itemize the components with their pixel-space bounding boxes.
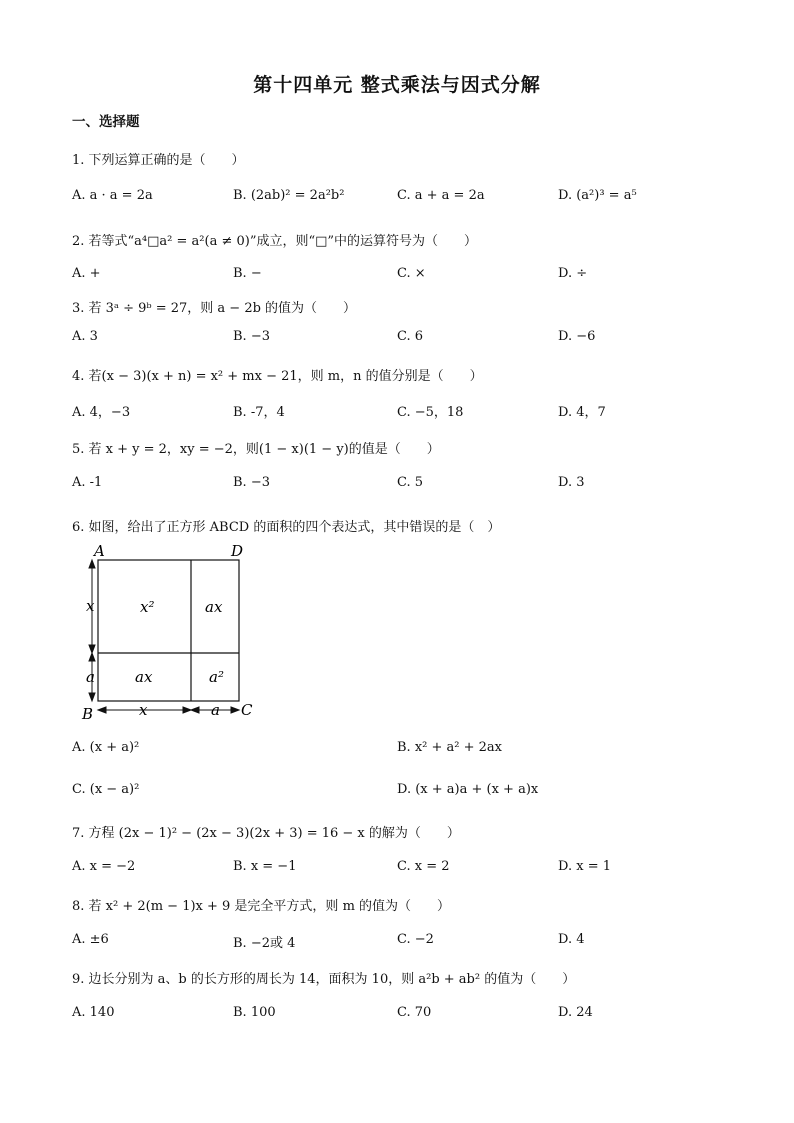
option-d[interactable]: D. x = 1 bbox=[558, 859, 611, 874]
question-2-stem: 2. 若等式“a⁴□a² = a²(a ≠ 0)”成立，则“□”中的运算符号为（ ） bbox=[72, 234, 478, 249]
question-9-options bbox=[72, 1005, 752, 1027]
option-a[interactable]: A. (x + a)² bbox=[72, 740, 140, 755]
question-4-options bbox=[72, 401, 752, 423]
option-c[interactable]: C. a + a = 2a bbox=[397, 188, 485, 203]
cell-x-squared: x² bbox=[140, 598, 155, 616]
side-label-a-left: a bbox=[86, 668, 95, 686]
section-title: 一、选择题 bbox=[72, 114, 140, 130]
question-7-stem: 7. 方程 (2x − 1)² − (2x − 3)(2x + 3) = 16 − x 的解为（ ） bbox=[72, 826, 460, 841]
option-d[interactable]: D. 4 bbox=[558, 932, 585, 947]
option-b[interactable]: B. -7，4 bbox=[233, 405, 285, 420]
corner-label-b: B bbox=[82, 705, 94, 723]
option-c[interactable]: C. × bbox=[397, 266, 426, 281]
option-c[interactable]: C. 6 bbox=[397, 329, 424, 344]
option-d[interactable]: D. 4，7 bbox=[558, 405, 606, 420]
cell-a-squared: a² bbox=[209, 668, 224, 686]
corner-label-d: D bbox=[231, 542, 244, 560]
option-b[interactable]: B. (2ab)² = 2a²b² bbox=[233, 188, 345, 203]
option-b[interactable]: B. −3 bbox=[233, 475, 270, 490]
option-c[interactable]: C. 5 bbox=[397, 475, 424, 490]
question-8-options bbox=[72, 932, 752, 954]
option-d[interactable]: D. (a²)³ = a⁵ bbox=[558, 188, 637, 203]
question-6-options-row1 bbox=[72, 740, 752, 762]
option-a[interactable]: A. -1 bbox=[72, 475, 103, 490]
option-c[interactable]: C. x = 2 bbox=[397, 859, 450, 874]
option-a[interactable]: A. 3 bbox=[72, 329, 98, 344]
question-3-options bbox=[72, 329, 752, 351]
question-5-stem: 5. 若 x + y = 2，xy = −2，则(1 − x)(1 − y)的值是（ ） bbox=[72, 442, 440, 457]
option-c[interactable]: C. −2 bbox=[397, 932, 434, 947]
option-a[interactable]: A. ±6 bbox=[72, 932, 109, 947]
question-5-options bbox=[72, 475, 752, 497]
option-d[interactable]: D. 3 bbox=[558, 475, 585, 490]
option-d[interactable]: D. 24 bbox=[558, 1005, 593, 1020]
question-7-options bbox=[72, 859, 752, 881]
option-c[interactable]: C. −5，18 bbox=[397, 405, 464, 420]
option-b[interactable]: B. x = −1 bbox=[233, 859, 297, 874]
option-a[interactable]: A. x = −2 bbox=[72, 859, 136, 874]
option-b[interactable]: B. −3 bbox=[233, 329, 270, 344]
question-6-stem: 6. 如图，给出了正方形 ABCD 的面积的四个表达式，其中错误的是（ ） bbox=[72, 520, 501, 535]
option-a[interactable]: A. 4，−3 bbox=[72, 405, 131, 420]
option-d[interactable]: D. (x + a)a + (x + a)x bbox=[397, 782, 539, 797]
question-3-stem: 3. 若 3ᵃ ÷ 9ᵇ = 27，则 a − 2b 的值为（ ） bbox=[72, 301, 357, 316]
option-c[interactable]: C. 70 bbox=[397, 1005, 432, 1020]
option-d[interactable]: D. −6 bbox=[558, 329, 596, 344]
option-a[interactable]: A. a · a = 2a bbox=[72, 188, 153, 203]
option-b[interactable]: B. −2或 4 bbox=[233, 936, 296, 951]
question-9-stem: 9. 边长分别为 a、b 的长方形的周长为 14，面积为 10，则 a²b + ab² 的值为（ ） bbox=[72, 972, 576, 987]
square-abcd-figure bbox=[78, 540, 268, 724]
question-4-stem: 4. 若(x − 3)(x + n) = x² + mx − 21，则 m，n 的值分别是（ ） bbox=[72, 369, 483, 384]
option-a[interactable]: A. + bbox=[72, 266, 101, 281]
cell-ax-bottom: ax bbox=[135, 668, 153, 686]
question-1-options bbox=[72, 188, 752, 210]
side-label-a-bottom: a bbox=[211, 701, 220, 719]
question-1-stem: 1. 下列运算正确的是（ ） bbox=[72, 153, 245, 168]
option-a[interactable]: A. 140 bbox=[72, 1005, 115, 1020]
corner-label-a: A bbox=[94, 542, 105, 560]
option-b[interactable]: B. − bbox=[233, 266, 262, 281]
side-label-x-left: x bbox=[86, 597, 95, 615]
question-2-options bbox=[72, 266, 752, 288]
question-6-options-row2 bbox=[72, 782, 752, 804]
option-d[interactable]: D. ÷ bbox=[558, 266, 588, 281]
option-b[interactable]: B. x² + a² + 2ax bbox=[397, 740, 502, 755]
side-label-x-bottom: x bbox=[139, 701, 148, 719]
option-c[interactable]: C. (x − a)² bbox=[72, 782, 140, 797]
cell-ax-top: ax bbox=[205, 598, 223, 616]
question-8-stem: 8. 若 x² + 2(m − 1)x + 9 是完全平方式，则 m 的值为（ ） bbox=[72, 899, 451, 914]
page-title: 第十四单元 整式乘法与因式分解 bbox=[253, 74, 541, 96]
corner-label-c: C bbox=[241, 701, 253, 719]
option-b[interactable]: B. 100 bbox=[233, 1005, 276, 1020]
